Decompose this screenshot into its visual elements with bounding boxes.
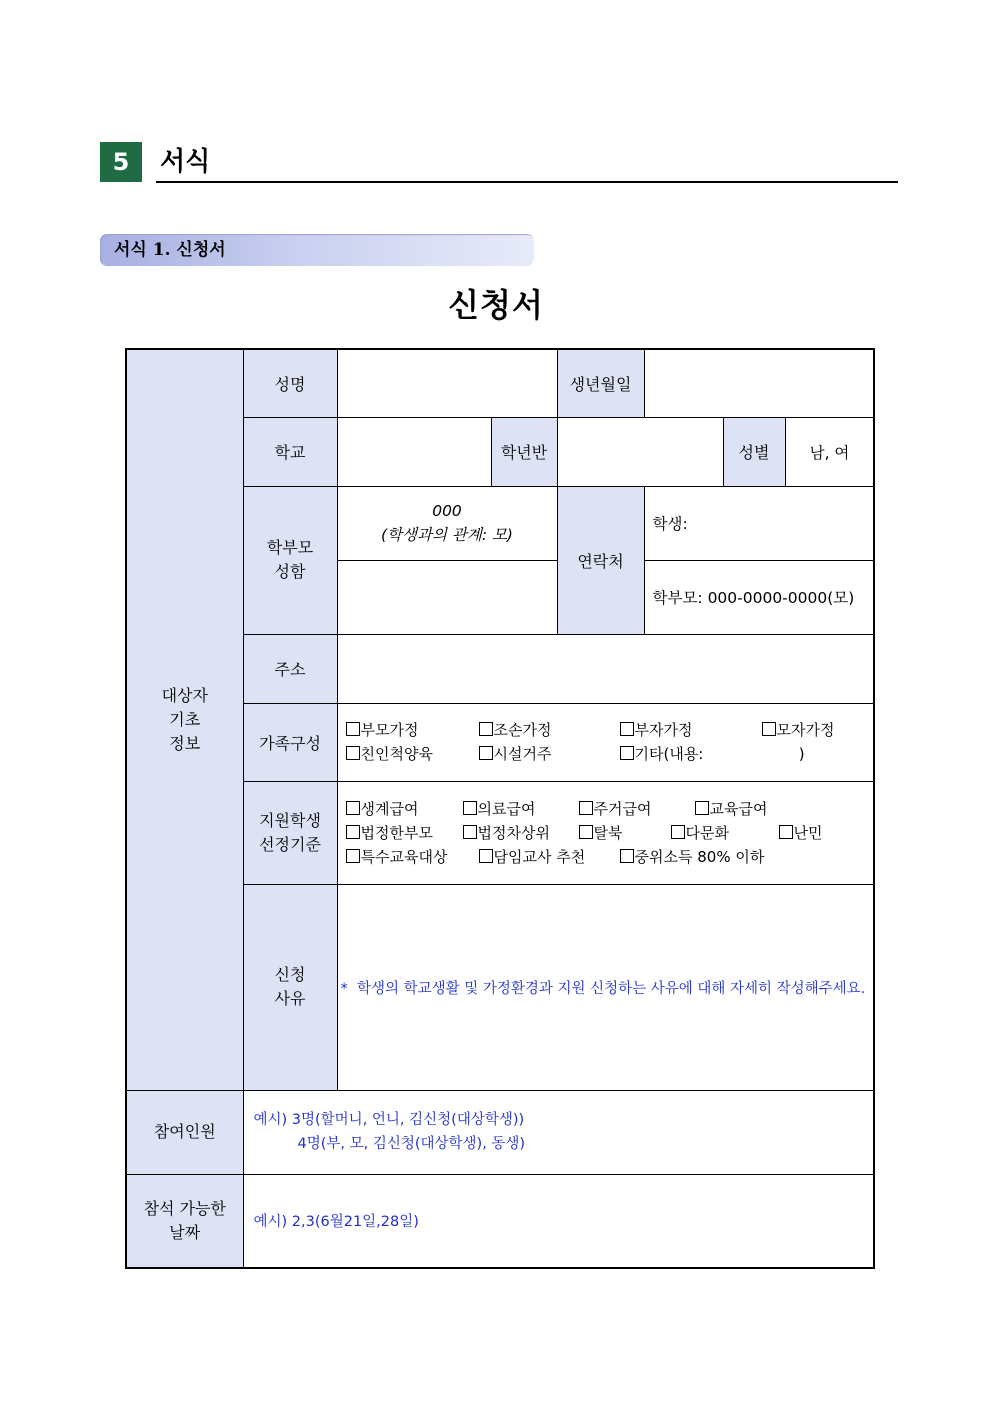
option-label: 난민 <box>793 823 823 842</box>
participants-example: 예시) 3명(할머니, 언니, 김신청(대상학생)) <box>253 1112 525 1128</box>
checkbox-icon <box>671 825 685 839</box>
checkbox-icon <box>346 722 360 736</box>
criteria-option[interactable] <box>346 797 463 821</box>
checkbox-icon <box>463 801 477 815</box>
criteria-row <box>346 797 866 821</box>
school-field[interactable] <box>337 417 491 486</box>
option-label: 의료급여 <box>477 799 536 818</box>
criteria-row <box>346 845 866 869</box>
section-underline <box>156 181 898 183</box>
criteria-label <box>243 781 337 884</box>
checkbox-icon <box>620 722 634 736</box>
document-title: 신청서 <box>448 286 544 324</box>
family-option[interactable] <box>479 718 620 742</box>
section-number: 5 <box>100 142 142 182</box>
checkbox-icon <box>463 825 477 839</box>
parent-name-label <box>243 486 337 634</box>
application-form <box>125 348 875 1269</box>
option-label: 기타(내용: ) <box>634 745 805 763</box>
checkbox-icon <box>579 801 593 815</box>
participants-label: 참여인원 <box>126 1090 243 1174</box>
participants-example: 4명(부, 모, 김신청(대상학생), 동생) <box>297 1136 526 1152</box>
option-label: 생계급여 <box>360 799 419 818</box>
checkbox-icon <box>346 825 360 839</box>
option-label: 주거급여 <box>593 799 652 818</box>
name-field[interactable] <box>337 349 557 417</box>
school-label: 학교 <box>243 417 337 486</box>
criteria-option[interactable] <box>346 821 463 845</box>
parent-name-field[interactable] <box>337 486 557 560</box>
subheading: 서식 1. 신청서 <box>114 240 226 260</box>
parent-name-label-line: 성함 <box>274 562 306 581</box>
option-label: 친인척양육 <box>360 745 433 763</box>
section-title: 서식 <box>160 147 211 177</box>
option-label: 특수교육대상 <box>360 847 448 866</box>
participants-field[interactable] <box>243 1090 874 1174</box>
option-label: 법정한부모 <box>360 823 433 842</box>
option-label: 중위소득 80% 이하 <box>634 847 765 866</box>
checkbox-icon <box>579 825 593 839</box>
subheading-bar <box>100 234 534 266</box>
basic-info-label <box>126 349 243 1090</box>
option-label: 모자가정 <box>776 721 835 739</box>
criteria-option[interactable] <box>779 821 823 845</box>
family-option[interactable] <box>479 742 620 766</box>
option-label: 법정차상위 <box>477 823 550 842</box>
dates-label-line: 참석 가능한 <box>143 1198 226 1218</box>
contact-student-field[interactable]: 학생: <box>644 486 874 560</box>
criteria-option[interactable] <box>463 821 579 845</box>
checkbox-icon <box>762 722 776 736</box>
option-label: 부자가정 <box>634 721 693 739</box>
gender-label: 성별 <box>723 417 785 486</box>
criteria-option[interactable] <box>579 821 671 845</box>
checkbox-icon <box>620 849 634 863</box>
option-label: 부모가정 <box>360 721 419 739</box>
family-label: 가족구성 <box>243 703 337 781</box>
basic-info-label-line: 기초 <box>169 709 201 729</box>
contact-parent-field[interactable]: 학부모: 000-0000-0000(모) <box>644 560 874 634</box>
family-row <box>346 742 866 766</box>
parent-name-example: 000 <box>432 502 462 520</box>
parent-name-label-line: 학부모 <box>266 538 314 557</box>
checkbox-icon <box>479 746 493 760</box>
basic-info-label-line: 대상자 <box>161 685 208 705</box>
option-label: 조손가정 <box>493 721 552 739</box>
checkbox-icon <box>346 746 360 760</box>
dates-label-line: 날짜 <box>169 1222 201 1242</box>
grade-class-field[interactable] <box>557 417 723 486</box>
dates-label <box>126 1174 243 1268</box>
family-options <box>337 703 874 781</box>
criteria-options <box>337 781 874 884</box>
family-option[interactable] <box>346 742 479 766</box>
criteria-option[interactable] <box>620 845 765 869</box>
reason-label <box>243 884 337 1090</box>
address-label: 주소 <box>243 634 337 703</box>
option-label: 교육급여 <box>709 799 768 818</box>
contact-label: 연락처 <box>557 486 644 634</box>
checkbox-icon <box>479 722 493 736</box>
checkbox-icon <box>695 801 709 815</box>
reason-label-line: 사유 <box>274 989 306 1008</box>
criteria-option[interactable] <box>695 797 768 821</box>
criteria-option[interactable] <box>671 821 779 845</box>
parent-name-field-2[interactable] <box>337 560 557 634</box>
checkbox-icon <box>620 746 634 760</box>
checkbox-icon <box>779 825 793 839</box>
reason-field[interactable]: * 학생의 학교생활 및 가정환경과 지원 신청하는 사유에 대해 자세히 작성해주세요. <box>337 884 874 1090</box>
grade-class-label: 학년반 <box>491 417 557 486</box>
birth-label: 생년월일 <box>557 349 644 417</box>
family-option[interactable] <box>346 718 479 742</box>
checkbox-icon <box>479 849 493 863</box>
checkbox-icon <box>346 849 360 863</box>
option-label: 다문화 <box>685 823 729 842</box>
criteria-label-line: 선정기준 <box>259 834 321 854</box>
reason-label-line: 신청 <box>274 965 306 984</box>
gender-field[interactable]: 남, 여 <box>785 417 874 486</box>
criteria-option[interactable] <box>463 797 579 821</box>
option-label: 담임교사 추천 <box>493 847 586 866</box>
family-option[interactable] <box>620 742 805 766</box>
option-label: 탈북 <box>593 823 623 842</box>
address-field[interactable] <box>337 634 874 703</box>
family-option[interactable] <box>620 718 762 742</box>
family-option[interactable] <box>762 718 835 742</box>
criteria-option[interactable] <box>479 845 620 869</box>
criteria-label-line: 지원학생 <box>259 810 321 830</box>
checkbox-icon <box>346 801 360 815</box>
parent-relation-example: (학생과의 관계: 모) <box>381 526 513 544</box>
option-label: 시설거주 <box>493 745 552 763</box>
criteria-option[interactable] <box>346 845 479 869</box>
birth-field[interactable] <box>644 349 874 417</box>
criteria-option[interactable] <box>579 797 695 821</box>
basic-info-label-line: 정보 <box>169 733 201 753</box>
family-row <box>346 718 866 742</box>
name-label: 성명 <box>243 349 337 417</box>
criteria-row <box>346 821 866 845</box>
dates-field[interactable]: 예시) 2,3(6월21일,28일) <box>243 1174 874 1268</box>
